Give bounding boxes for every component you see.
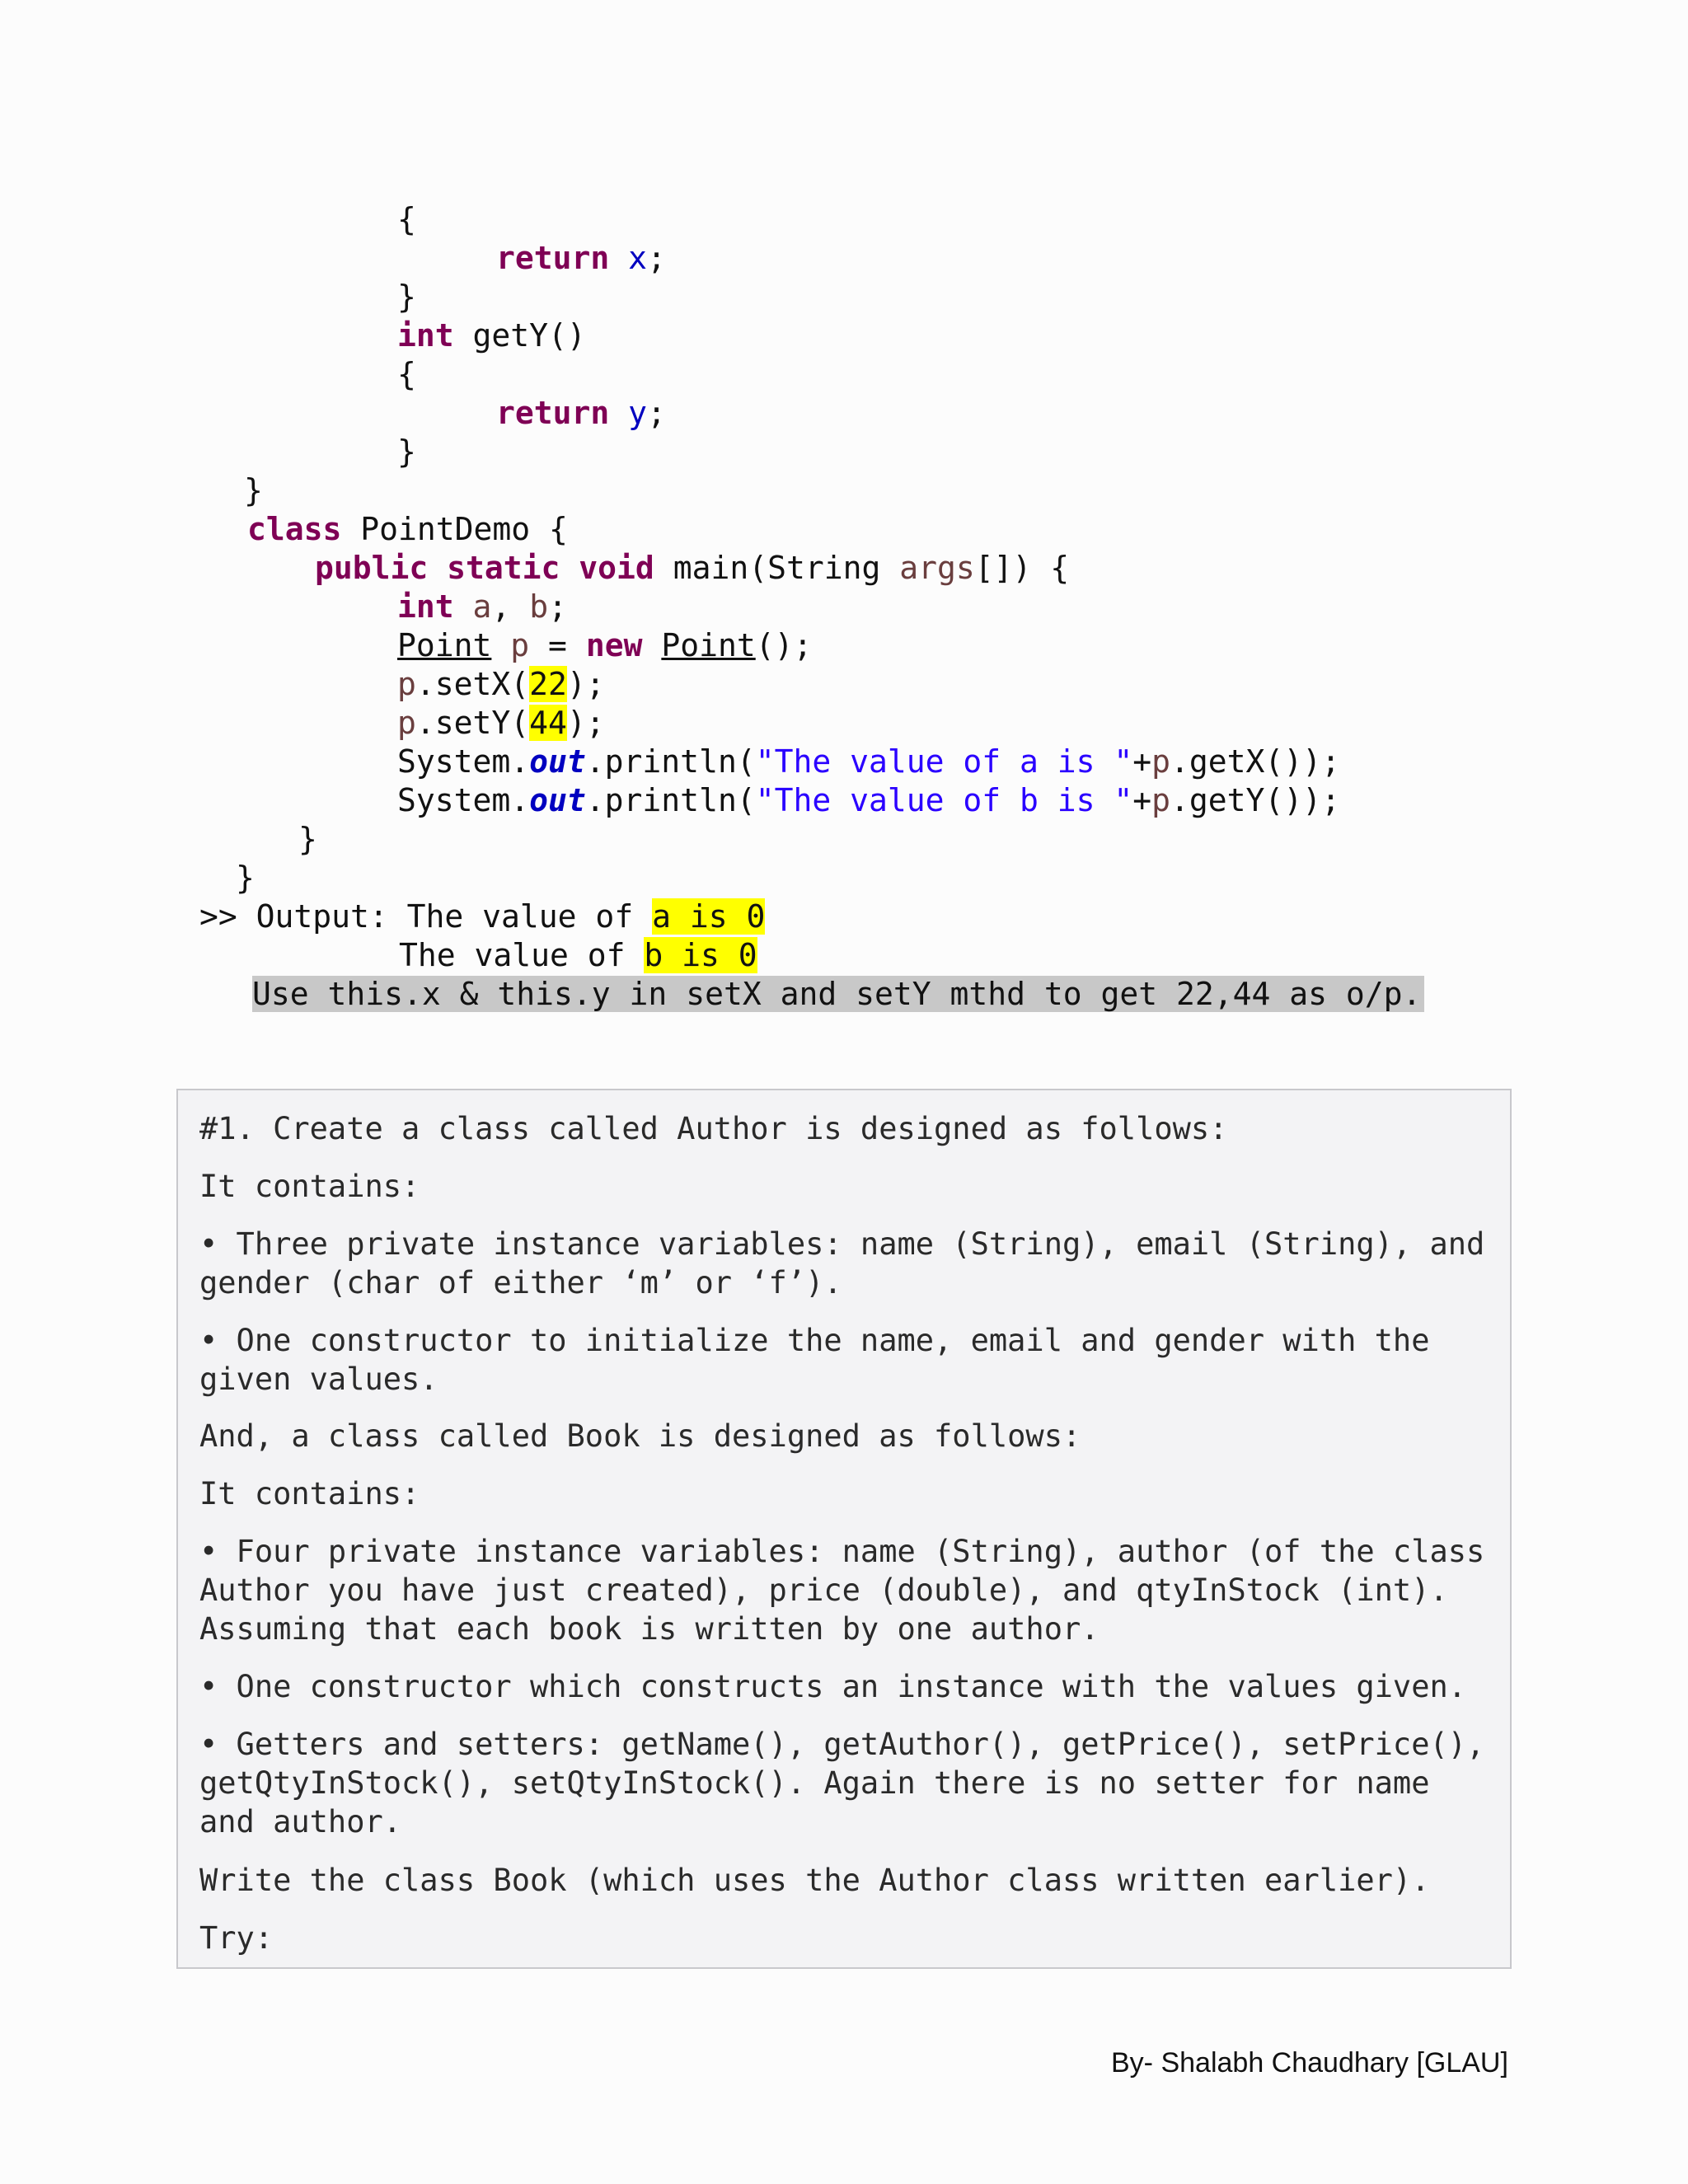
- static-field: out: [529, 782, 586, 818]
- method-call: .setX(: [415, 666, 530, 702]
- highlighted-output: a is 0: [652, 898, 766, 935]
- code-line: [397, 355, 416, 394]
- author-footer: By- Shalabh Chaudhary [GLAU]: [1111, 2047, 1508, 2079]
- code-line: [315, 549, 1069, 588]
- code-line: [236, 859, 255, 898]
- class-ref: System.: [397, 743, 530, 780]
- code-line: [244, 471, 263, 510]
- method-sig: main(String: [654, 550, 900, 586]
- brace: {: [397, 356, 416, 392]
- problem-bullet: • Three private instance variables: name (String), email (String), and gender (char of either ‘m’ or ‘f’).: [199, 1226, 1503, 1301]
- code-line: [397, 200, 416, 239]
- code-line: [397, 743, 1340, 781]
- output-line: [399, 936, 757, 975]
- problem-bullet: • One constructor which constructs an instance with the values given.: [199, 1669, 1467, 1704]
- space: [491, 627, 510, 663]
- keyword: class: [247, 511, 342, 547]
- variable: p: [397, 705, 416, 741]
- punct: ,: [491, 588, 530, 625]
- code-line: [397, 278, 416, 316]
- field: x: [628, 240, 648, 276]
- problem-paragraph: Write the class Book (which uses the Author class written earlier).: [199, 1863, 1430, 1898]
- problem-paragraph: Try:: [199, 1920, 274, 1956]
- problem-paragraph: And, a class called Book is designed as follows:: [199, 1418, 1081, 1454]
- keyword: public static void: [315, 550, 654, 586]
- punct: ;: [647, 395, 666, 431]
- highlighted-number: 22: [529, 666, 567, 702]
- variable: args: [899, 550, 975, 586]
- code-line: [298, 820, 317, 859]
- keyword: int: [397, 588, 454, 625]
- string-literal: "The value of a is ": [755, 743, 1133, 780]
- class-ref: System.: [397, 782, 530, 818]
- field: y: [628, 395, 648, 431]
- space: [454, 588, 473, 625]
- problem-bullet: • One constructor to initialize the name, email and gender with the given values.: [199, 1323, 1448, 1397]
- keyword: return: [496, 240, 610, 276]
- operator: =: [529, 627, 586, 663]
- method-call: .getX());: [1170, 743, 1340, 780]
- problem-paragraph: It contains:: [199, 1476, 420, 1511]
- brace: }: [236, 860, 255, 896]
- output-line: [199, 898, 765, 936]
- variable: b: [529, 588, 549, 625]
- code-line: [397, 316, 586, 355]
- brace: }: [244, 472, 263, 509]
- punct: ;: [548, 588, 567, 625]
- punct: );: [566, 666, 605, 702]
- code-line: [397, 781, 1340, 820]
- code-line: [496, 239, 666, 278]
- static-field: out: [529, 743, 586, 780]
- string-literal: "The value of b is ": [755, 782, 1133, 818]
- code-line: [247, 510, 568, 549]
- punct: ();: [755, 627, 813, 663]
- keyword: return: [496, 395, 610, 431]
- variable: a: [472, 588, 492, 625]
- highlighted-number: 44: [529, 705, 567, 741]
- operator: +: [1132, 743, 1152, 780]
- punct: []) {: [974, 550, 1070, 586]
- code-line: [397, 433, 416, 471]
- space: [642, 627, 661, 663]
- keyword: int: [397, 317, 454, 354]
- highlighted-output: b is 0: [644, 937, 757, 973]
- brace: }: [397, 279, 416, 315]
- code-line: [496, 394, 666, 433]
- code-line: [397, 704, 605, 743]
- variable: p: [1151, 782, 1171, 818]
- punct: ;: [647, 240, 666, 276]
- brace: }: [298, 821, 317, 857]
- type-name: Point: [397, 627, 492, 663]
- keyword: new: [585, 627, 643, 663]
- method-call: .getY());: [1170, 782, 1340, 818]
- problem-bullet: • Four private instance variables: name (String), author (of the class Author you have just created), price (double), and qtyInStock (int). Assuming that each book is written by one author.: [199, 1534, 1503, 1647]
- brace: {: [397, 201, 416, 237]
- brace: }: [397, 434, 416, 470]
- punct: );: [566, 705, 605, 741]
- type-name: Point: [661, 627, 756, 663]
- problem-heading: #1. Create a class called Author is designed as follows:: [199, 1111, 1228, 1146]
- note-line: [252, 975, 1424, 1014]
- problem-box: [176, 1089, 1512, 1969]
- problem-paragraph: It contains:: [199, 1169, 420, 1204]
- variable: p: [1151, 743, 1171, 780]
- code-line: [397, 665, 605, 704]
- method-call: .setY(: [415, 705, 530, 741]
- method-sig: getY(): [453, 317, 586, 354]
- method-call: .println(: [585, 782, 756, 818]
- output-text: >> Output: The value of: [199, 898, 653, 935]
- class-name: PointDemo {: [341, 511, 568, 547]
- operator: +: [1132, 782, 1152, 818]
- output-text: The value of: [399, 937, 645, 973]
- code-line: [397, 626, 812, 665]
- variable: p: [397, 666, 416, 702]
- problem-bullet: • Getters and setters: getName(), getAuthor(), getPrice(), setPrice(), getQtyInStock(), setQtyInStock(). Again there is no setter for name and author.: [199, 1727, 1503, 1840]
- method-call: .println(: [585, 743, 756, 780]
- note-text: Use this.x & this.y in setX and setY mthd to get 22,44 as o/p.: [252, 976, 1424, 1012]
- variable: p: [510, 627, 530, 663]
- code-line: [397, 588, 567, 626]
